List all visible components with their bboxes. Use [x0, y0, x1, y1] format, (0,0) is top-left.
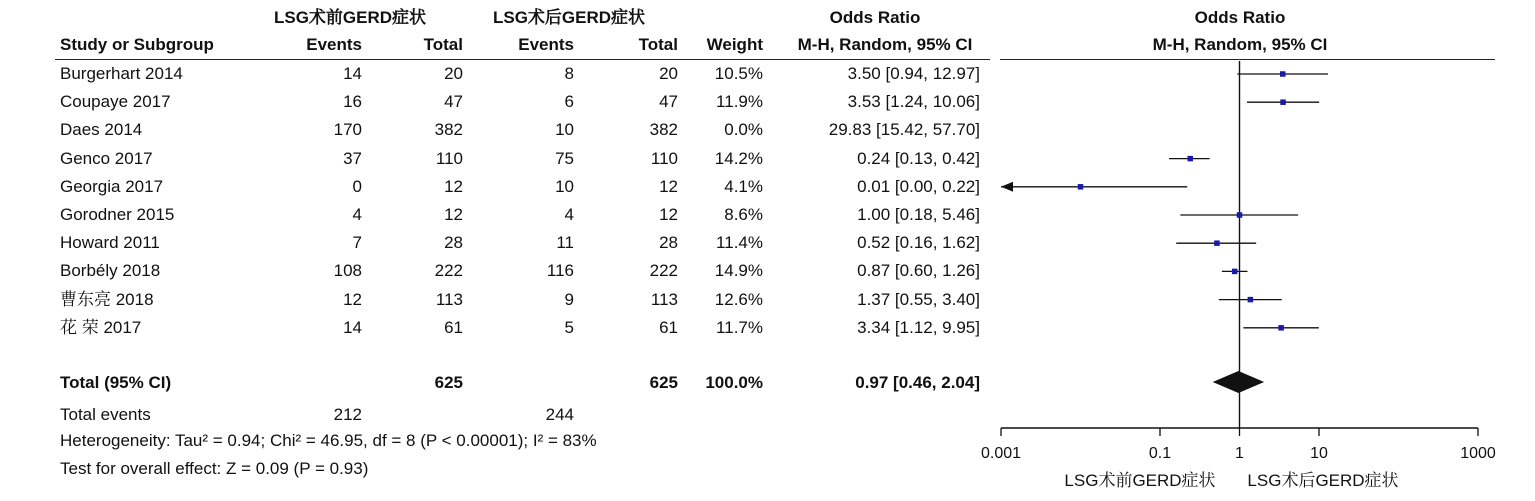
ci-cell: 0.87 [0.60, 1.26] [857, 261, 980, 281]
events2-cell: 9 [564, 289, 574, 309]
total2-cell: 12 [659, 176, 678, 196]
favours-left-label: LSG术前GERD症状 [1064, 471, 1216, 490]
effect-marker [1232, 269, 1238, 275]
x-tick-label: 1000 [1460, 445, 1496, 462]
heterogeneity-text: Heterogeneity: Tau² = 0.94; Chi² = 46.95, df = 8 (P < 0.00001); I² = 83% [60, 431, 597, 450]
group1-header: LSG术前GERD症状 [273, 8, 427, 27]
odds-ratio-header: Odds Ratio [829, 8, 921, 27]
plot-method: M-H, Random, 95% CI [1152, 35, 1328, 54]
plot-title: Odds Ratio [1194, 8, 1286, 27]
events2-cell: 116 [546, 261, 574, 281]
total2-cell: 110 [650, 148, 678, 168]
study-name: Howard 2011 [60, 233, 160, 253]
total2-cell: 61 [659, 317, 678, 337]
events1-cell: 12 [343, 289, 362, 309]
weight-cell: 14.2% [714, 148, 763, 168]
study-name: Burgerhart 2014 [60, 64, 183, 83]
x-tick-label: 0.001 [980, 445, 1022, 462]
events2-cell: 4 [564, 205, 574, 224]
events1-cell: 16 [343, 92, 362, 112]
study-name: 花 荣 2017 [60, 317, 142, 337]
effect-marker [1078, 184, 1084, 190]
total1-cell: 47 [444, 92, 463, 112]
weight-cell: 12.6% [714, 289, 763, 309]
weight-cell: 10.5% [714, 64, 763, 83]
total2-cell: 382 [649, 120, 678, 140]
events1-cell: 108 [333, 261, 362, 281]
events2-cell: 10 [555, 176, 574, 196]
ci-cell: 0.24 [0.13, 0.42] [857, 148, 980, 168]
total-ci: 0.97 [0.46, 2.04] [855, 373, 980, 392]
events2-cell: 5 [564, 317, 574, 337]
weight-cell: 4.1% [724, 176, 763, 196]
total2-value: 625 [649, 373, 678, 392]
ci-cell: 1.00 [0.18, 5.46] [857, 205, 980, 224]
ci-arrow [1001, 182, 1013, 192]
events2-cell: 8 [564, 64, 574, 83]
effect-marker [1248, 297, 1254, 303]
study-name: Coupaye 2017 [60, 92, 171, 112]
weight-cell: 11.9% [716, 92, 763, 112]
total1-value: 625 [434, 373, 463, 392]
study-name: 曹东亮 2018 [60, 289, 154, 309]
total1-cell: 12 [444, 205, 463, 224]
ci-cell: 0.01 [0.00, 0.22] [857, 176, 980, 196]
effect-marker [1280, 71, 1286, 77]
weight-cell: 0.0% [724, 120, 763, 140]
ci-cell: 3.34 [1.12, 9.95] [857, 317, 980, 337]
effect-marker [1187, 156, 1193, 162]
total1-cell: 12 [444, 176, 463, 196]
events2-header: Events [518, 35, 574, 54]
total2-cell: 113 [650, 289, 678, 309]
total-weight: 100.0% [705, 373, 763, 392]
overall-effect-text: Test for overall effect: Z = 0.09 (P = 0.93) [60, 459, 369, 478]
group2-header: LSG术后GERD症状 [492, 8, 646, 27]
x-tick-label: 10 [1310, 445, 1328, 462]
total1-cell: 28 [444, 233, 463, 253]
total1-cell: 382 [434, 120, 463, 140]
total1-cell: 110 [435, 148, 463, 168]
effect-marker [1280, 99, 1286, 105]
weight-cell: 11.7% [716, 317, 763, 337]
events2-cell: 6 [564, 92, 574, 112]
weight-cell: 14.9% [714, 261, 763, 281]
study-name: Borbély 2018 [60, 261, 161, 281]
events1-cell: 14 [343, 64, 362, 83]
weight-cell: 11.4% [716, 233, 763, 253]
total1-cell: 20 [444, 64, 463, 83]
effect-marker [1214, 240, 1220, 246]
total1-cell: 113 [435, 289, 463, 309]
study-column-header: Study or Subgroup [60, 35, 214, 54]
study-name: Georgia 2017 [60, 176, 164, 196]
events1-cell: 37 [343, 148, 362, 168]
ci-cell: 3.50 [0.94, 12.97] [847, 64, 980, 83]
total1-cell: 222 [434, 261, 463, 281]
total2-cell: 20 [659, 64, 678, 83]
events1-cell: 0 [352, 176, 362, 196]
total-diamond [1213, 371, 1264, 393]
weight-header: Weight [706, 35, 763, 54]
effect-marker [1237, 212, 1243, 218]
method-header: M-H, Random, 95% CI [797, 35, 973, 54]
total-label: Total (95% CI) [60, 373, 172, 392]
events2-cell: 75 [555, 148, 574, 168]
favours-right-label: LSG术后GERD症状 [1247, 471, 1399, 490]
total-events2: 244 [545, 405, 574, 424]
study-name: Genco 2017 [60, 148, 153, 168]
weight-cell: 8.6% [724, 205, 763, 224]
x-tick-label: 1 [1235, 445, 1244, 462]
events1-cell: 7 [352, 233, 362, 253]
total1-cell: 61 [444, 317, 463, 337]
study-name: Daes 2014 [60, 120, 143, 140]
events2-cell: 11 [556, 233, 574, 253]
events2-cell: 10 [555, 120, 574, 140]
events1-cell: 170 [333, 120, 362, 140]
ci-cell: 0.52 [0.16, 1.62] [857, 233, 980, 253]
events1-cell: 4 [352, 205, 362, 224]
ci-cell: 1.37 [0.55, 3.40] [857, 289, 980, 309]
effect-marker [1278, 325, 1284, 331]
study-name: Gorodner 2015 [60, 205, 175, 224]
total2-cell: 47 [659, 92, 678, 112]
x-tick-label: 0.1 [1148, 445, 1172, 462]
total2-cell: 28 [659, 233, 678, 253]
total2-cell: 12 [659, 205, 678, 224]
events1-header: Events [306, 35, 362, 54]
total-events-label: Total events [60, 405, 151, 424]
total1-header: Total [423, 35, 463, 54]
total-events1: 212 [333, 405, 362, 424]
total2-header: Total [638, 35, 678, 54]
ci-cell: 29.83 [15.42, 57.70] [828, 120, 980, 140]
ci-cell: 3.53 [1.24, 10.06] [847, 92, 980, 112]
events1-cell: 14 [343, 317, 362, 337]
total2-cell: 222 [649, 261, 678, 281]
